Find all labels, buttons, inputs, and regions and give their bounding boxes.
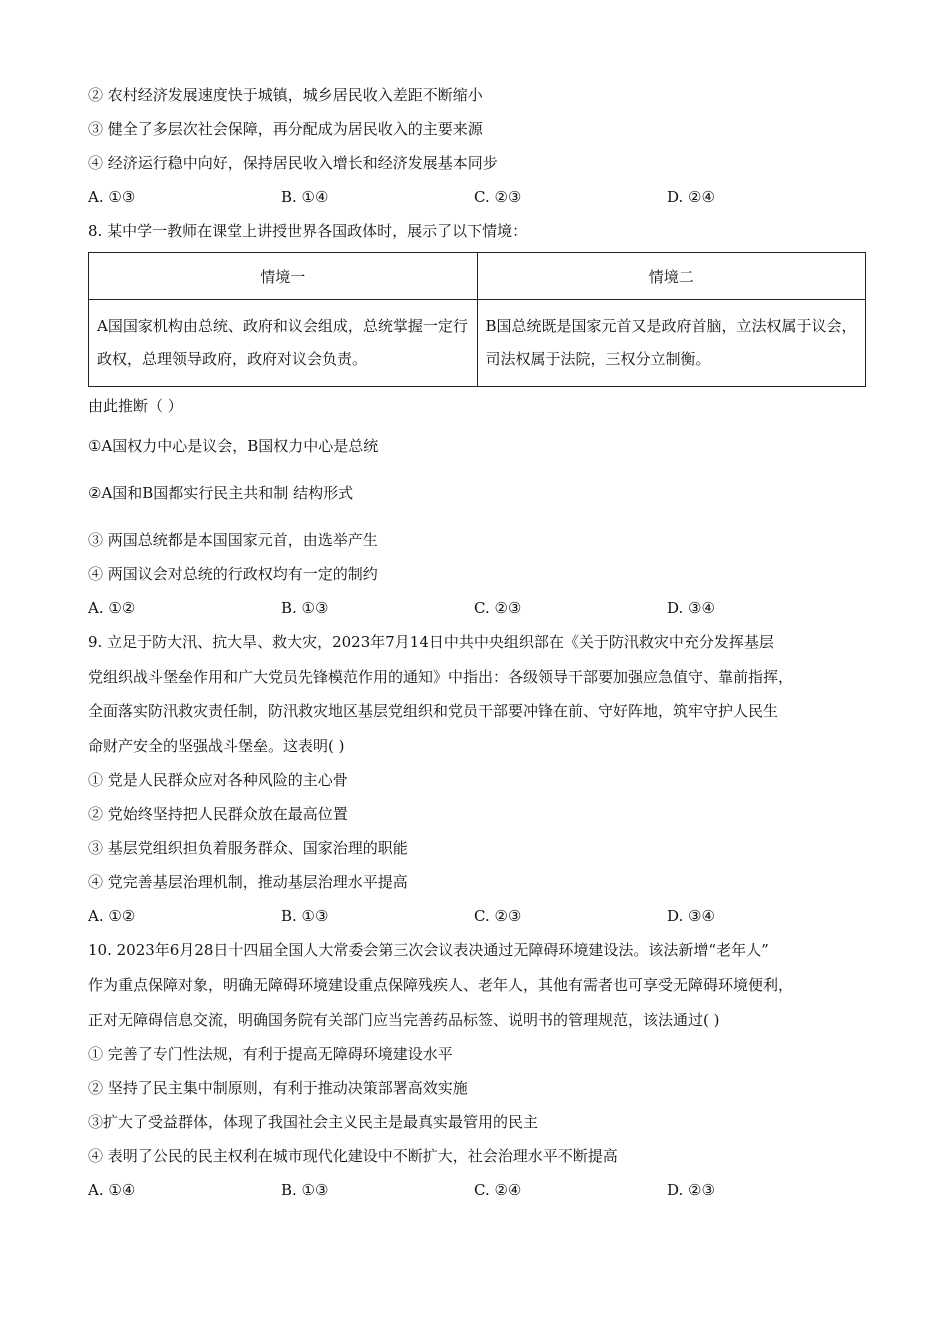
q7-option-a[interactable]: A. ①③ [88,188,136,206]
q9-stem [88,625,868,763]
q8-option-c[interactable]: C. ②③ [474,599,522,617]
q8-options [88,591,868,625]
question-8 [88,214,868,625]
q10-item-2: ② 坚持了民主集中制原则，有利于推动决策部署高效实施 [88,1079,468,1098]
q8-option-a[interactable]: A. ①② [88,599,136,617]
q9-item-1: ① 党是人民群众应对各种风险的主心骨 [88,771,348,790]
q7-item-4: ④ 经济运行稳中向好，保持居民收入增长和经济发展基本同步 [88,154,498,172]
q9-option-d[interactable]: D. ③④ [667,907,715,926]
situation-table [88,252,866,387]
q10-option-a[interactable]: A. ①④ [88,1181,136,1200]
q8-option-d[interactable]: D. ③④ [667,599,715,617]
question-7 [88,78,868,214]
q9-option-b[interactable]: B. ①③ [281,907,329,926]
q8-option-b[interactable]: B. ①③ [281,599,329,617]
q10-stem-line: 10. 2023年6月28日十四届全国人大常委会第三次会议表决通过无障碍环境建设法。该法新增“老年人” [88,941,769,960]
q9-stem-line: 9. 立足于防大汛、抗大旱、救大灾，2023年7月14日中共中央组织部在《关于防汛救灾中充分发挥基层 [88,633,774,651]
q10-options [88,1173,868,1207]
q8-item-3: ③ 两国总统都是本国国家元首，由选举产生 [88,531,378,549]
q10-item-4: ④ 表明了公民的民主权利在城市现代化建设中不断扩大，社会治理水平不断提高 [88,1147,618,1166]
q10-item-1: ① 完善了专门性法规，有利于提高无障碍环境建设水平 [88,1045,453,1064]
q7-option-b[interactable]: B. ①④ [281,188,329,206]
q9-item-3: ③ 基层党组织担负着服务群众、国家治理的职能 [88,839,408,858]
q10-stem [88,933,868,1037]
q10-option-d[interactable]: D. ②③ [667,1181,715,1200]
exam-page [88,78,868,1207]
q9-option-a[interactable]: A. ①② [88,907,136,926]
situation-header-2: 情境二 [477,253,866,300]
q7-option-c[interactable]: C. ②③ [474,188,522,206]
situation-cell-1: A国国家机构由总统、政府和议会组成，总统掌握一定行政权，总理领导政府，政府对议会负责。 [89,300,478,387]
q8-item-4: ④ 两国议会对总统的行政权均有一定的制约 [88,565,378,583]
q10-stem-line: 正对无障碍信息交流，明确国务院有关部门应当完善药品标签、说明书的管理规范，该法通过( ) [88,1010,720,1029]
q7-item-2: ② 农村经济发展速度快于城镇，城乡居民收入差距不断缩小 [88,86,483,104]
q9-stem-line: 党组织战斗堡垒作用和广大党员先锋模范作用的通知》中指出：各级领导干部要加强应急值守、靠前指挥， [88,667,794,686]
q8-item-2: ②A国和B国都实行民主共和制 结构形式 [88,484,354,502]
q10-item-3: ③扩大了受益群体，体现了我国社会主义民主是最真实最管用的民主 [88,1113,539,1132]
q9-option-c[interactable]: C. ②③ [474,907,522,926]
situation-header-1: 情境一 [89,253,478,300]
q7-options [88,180,868,214]
question-9 [88,625,868,933]
question-10 [88,933,868,1207]
q10-stem-line: 作为重点保障对象，明确无障碍环境建设重点保障残疾人、老年人，其他有需者也可享受无障碍环境便利， [88,975,794,994]
q9-stem-line: 全面落实防汛救灾责任制，防汛救灾地区基层党组织和党员干部要冲锋在前、守好阵地，筑牢守护人民生 [88,702,779,721]
q10-option-b[interactable]: B. ①③ [281,1181,329,1200]
q10-option-c[interactable]: C. ②④ [474,1181,522,1200]
q8-prompt: 由此推断（ ） [88,397,183,415]
q7-item-3: ③ 健全了多层次社会保障，再分配成为居民收入的主要来源 [88,120,483,138]
q8-stem: 8. 某中学一教师在课堂上讲授世界各国政体时，展示了以下情境： [88,222,528,240]
q8-item-1: ①A国权力中心是议会，B国权力中心是总统 [88,437,379,455]
q7-option-d[interactable]: D. ②④ [667,188,715,206]
situation-cell-2: B国总统既是国家元首又是政府首脑，立法权属于议会，司法权属于法院，三权分立制衡。 [477,300,866,387]
q9-item-4: ④ 党完善基层治理机制，推动基层治理水平提高 [88,873,408,892]
q9-stem-line: 命财产安全的坚强战斗堡垒。这表明( ) [88,736,345,755]
q9-item-2: ② 党始终坚持把人民群众放在最高位置 [88,805,348,824]
q9-options [88,899,868,933]
